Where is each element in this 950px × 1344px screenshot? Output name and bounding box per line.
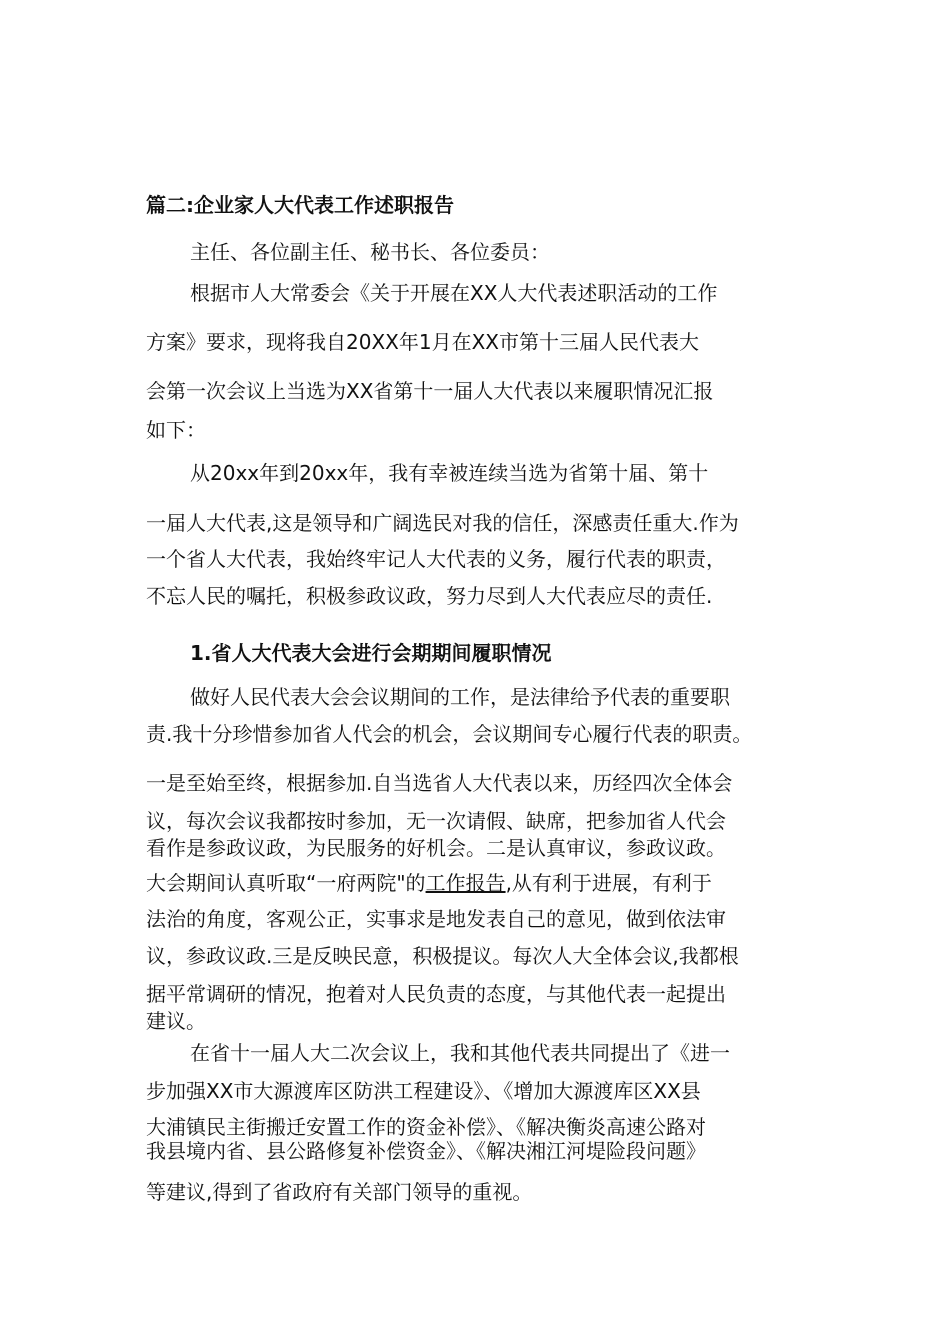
- paragraph-line: 不忘人民的嘱托，积极参政议政，努力尽到人大代表应尽的责任.: [146, 584, 713, 608]
- paragraph-text: 大会期间认真听取“一府两院"的: [146, 871, 426, 895]
- paragraph-line: 我县境内省、县公路修复补偿资金》、《解决湘江河堤险段问题》: [146, 1139, 706, 1163]
- paragraph-line: 据平常调研的情况，抱着对人民负责的态度，与其他代表一起提出: [146, 982, 726, 1006]
- paragraph-line: 大浦镇民主街搬迁安置工作的资金补偿》、《解决衡炎高速公路对: [146, 1115, 706, 1139]
- paragraph-line: 根据市人大常委会《关于开展在XX人大代表述职活动的工作: [190, 281, 718, 305]
- paragraph-line: 步加强XX市大源渡库区防洪工程建设》、《增加大源渡库区XX县: [146, 1079, 701, 1103]
- section-heading: 1.省人大代表大会进行会期期间履职情况: [190, 641, 552, 665]
- paragraph-line: 一个省人大代表，我始终牢记人大代表的义务，履行代表的职责，: [146, 547, 726, 571]
- paragraph-line: 等建议,得到了省政府有关部门领导的重视。: [146, 1180, 533, 1204]
- paragraph-line: 责.我十分珍惜参加省人代会的机会，会议期间专心履行代表的职责。: [146, 722, 753, 746]
- paragraph-line: 会第一次会议上当选为XX省第十一届人大代表以来履职情况汇报: [146, 379, 714, 403]
- paragraph-line: 议，参政议政.三是反映民意，积极提议。每次人大全体会议,我都根: [146, 944, 739, 968]
- paragraph-line: 看作是参政议政，为民服务的好机会。二是认真审议，参政议政。: [146, 836, 726, 860]
- paragraph-line: 如下：: [146, 418, 206, 442]
- paragraph-line: 从20xx年到20xx年，我有幸被连续当选为省第十届、第十: [190, 461, 709, 485]
- document-title: 篇二:企业家人大代表工作述职报告: [146, 193, 454, 217]
- paragraph-line: 做好人民代表大会会议期间的工作，是法律给予代表的重要职: [190, 685, 730, 709]
- paragraph-text: ,从有利于进展，有利于: [505, 871, 712, 895]
- paragraph-line: 法治的角度，客观公正，实事求是地发表自己的意见，做到依法审: [146, 907, 726, 931]
- paragraph-line: 一是至始至终，根据参加.自当选省人大代表以来，历经四次全体会: [146, 771, 733, 795]
- paragraph-line: 一届人大代表,这是领导和广阔选民对我的信任，深感责任重大.作为: [146, 511, 739, 535]
- paragraph-line: 建议。: [146, 1009, 206, 1033]
- work-report-link[interactable]: 工作报告: [425, 871, 506, 895]
- paragraph-line: 在省十一届人大二次会议上，我和其他代表共同提出了《进一: [190, 1041, 730, 1065]
- salutation: 主任、各位副主任、秘书长、各位委员：: [190, 240, 550, 264]
- paragraph-line: 议，每次会议我都按时参加，无一次请假、缺席，把参加省人代会: [146, 809, 726, 833]
- paragraph-line: [146, 870, 712, 896]
- paragraph-line: 方案》要求，现将我自20XX年1月在XX市第十三届人民代表大: [146, 330, 699, 354]
